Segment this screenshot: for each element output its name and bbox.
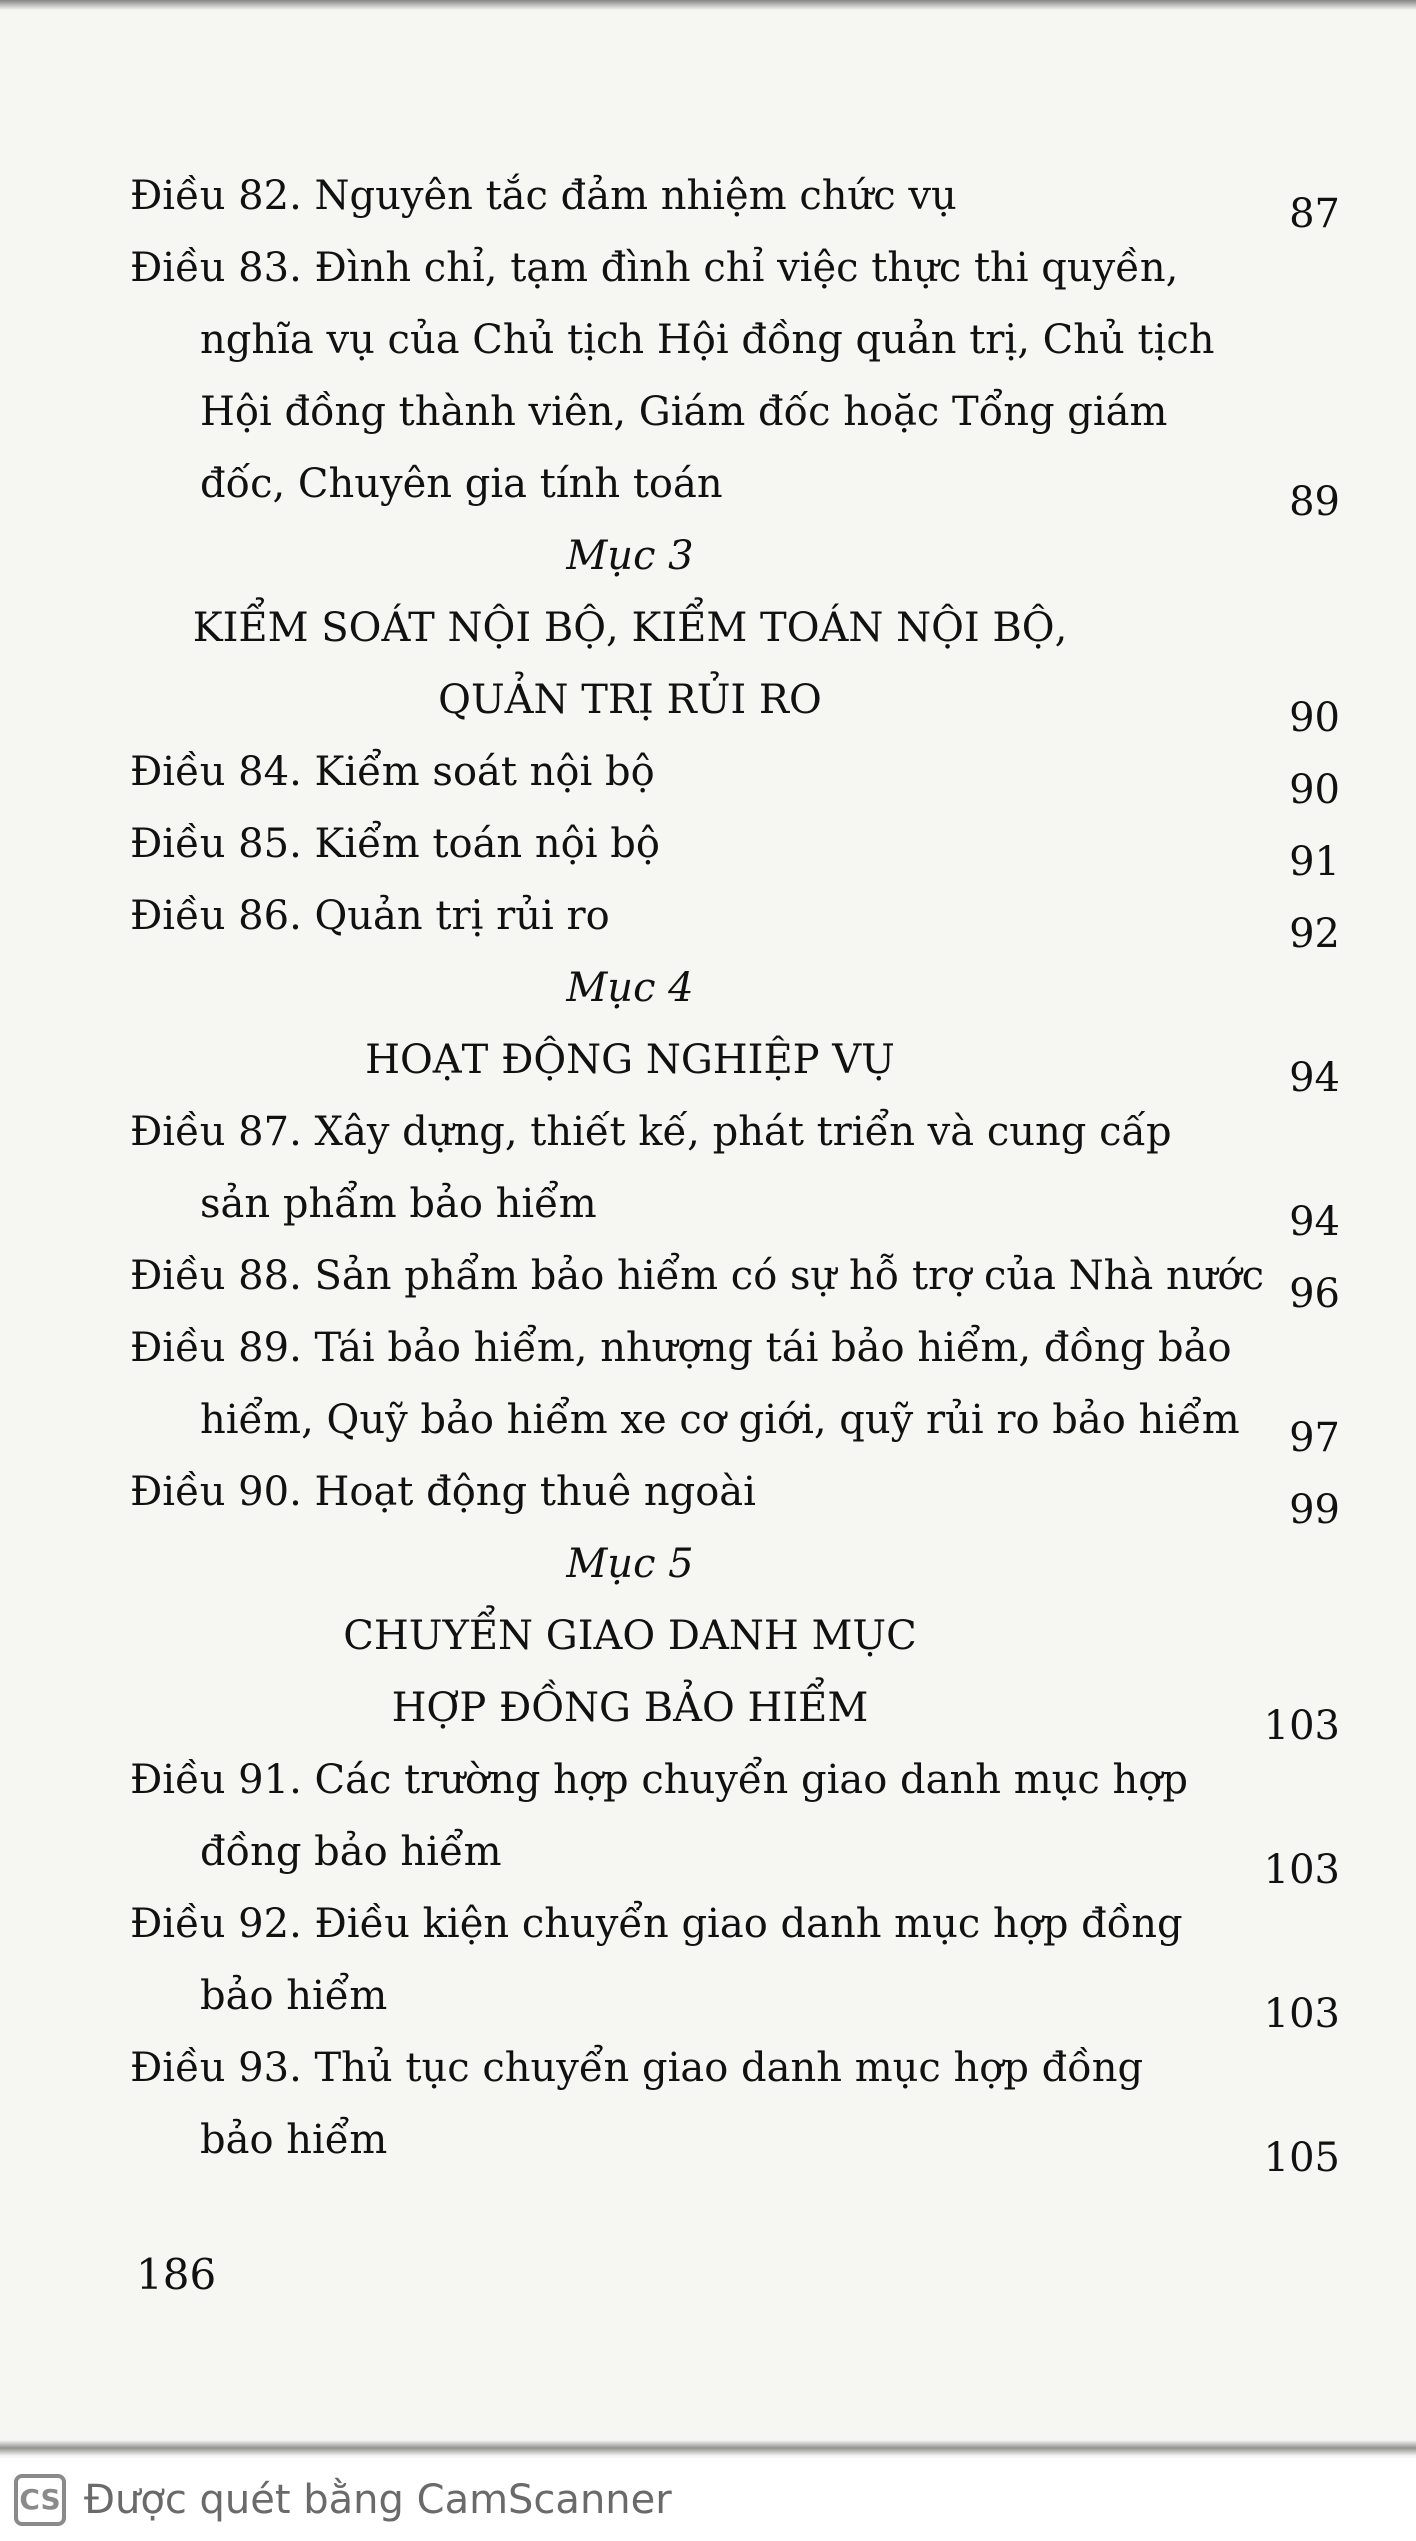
section-title-4	[130, 1024, 1340, 1101]
toc-entry-90	[130, 1456, 1340, 1533]
toc-entry-text: hiểm, Quỹ bảo hiểm xe cơ giới, quỹ rủi ro bảo hiểm	[200, 1397, 1240, 1443]
toc-entry-text: sản phẩm bảo hiểm	[200, 1181, 597, 1227]
toc-entry-page: 89	[1289, 479, 1340, 525]
toc-entry-85	[130, 808, 1340, 885]
toc-entry-page: 90	[1289, 767, 1340, 813]
section-title-5: CHUYỂN GIAO DANH MỤC	[343, 1613, 917, 1659]
toc-entry-84	[130, 736, 1340, 813]
toc-entry-text: Điều 86. Quản trị rủi ro	[130, 893, 610, 939]
toc-entry-page: 97	[1289, 1415, 1340, 1461]
toc-entry-92-cont	[130, 1960, 1340, 2037]
section-title-5-cont	[130, 1672, 1340, 1749]
toc-entry-text: Điều 85. Kiểm toán nội bộ	[130, 821, 660, 867]
toc-entry-text: Điều 89. Tái bảo hiểm, nhượng tái bảo hiểm, đồng bảo	[130, 1325, 1232, 1371]
page-top-shadow	[0, 0, 1416, 10]
toc-entry-text: Điều 84. Kiểm soát nội bộ	[130, 749, 655, 795]
toc-entry-text: nghĩa vụ của Chủ tịch Hội đồng quản trị, Chủ tịch	[200, 317, 1215, 363]
toc-entry-page: 94	[1289, 1199, 1340, 1245]
camscanner-logo-icon: CS	[14, 2474, 66, 2526]
section-title-3: KIỂM SOÁT NỘI BỘ, KIỂM TOÁN NỘI BỘ,	[192, 605, 1068, 651]
section-page: 94	[1289, 1055, 1340, 1101]
section-title-text: HỢP ĐỒNG BẢO HIỂM	[391, 1685, 869, 1731]
toc-entry-text: Điều 87. Xây dựng, thiết kế, phát triển và cung cấp	[130, 1109, 1172, 1155]
toc-entry-93	[130, 2032, 1340, 2104]
toc-entry-text: Điều 93. Thủ tục chuyển giao danh mục hợp đồng	[130, 2045, 1144, 2091]
toc-entry-page: 87	[1289, 191, 1340, 237]
toc-entry-93-cont	[130, 2104, 1340, 2181]
toc-entry-92	[130, 1888, 1340, 1960]
table-of-contents	[130, 160, 1340, 2181]
toc-entry-83-cont	[130, 304, 1340, 376]
toc-entry-text: bảo hiểm	[200, 1973, 388, 2019]
toc-entry-text: đồng bảo hiểm	[200, 1829, 502, 1875]
toc-entry-text: Điều 82. Nguyên tắc đảm nhiệm chức vụ	[130, 173, 957, 219]
toc-entry-89	[130, 1312, 1340, 1384]
section-page: 103	[1263, 1703, 1340, 1749]
section-title-text: QUẢN TRỊ RỦI RO	[438, 677, 822, 723]
toc-entry-page: 96	[1289, 1271, 1340, 1317]
section-title-text: HOẠT ĐỘNG NGHIỆP VỤ	[365, 1037, 895, 1083]
section-label-3: Mục 3	[566, 533, 694, 579]
toc-entry-text: Điều 83. Đình chỉ, tạm đình chỉ việc thực thi quyền,	[130, 245, 1179, 291]
toc-entry-text: Hội đồng thành viên, Giám đốc hoặc Tổng giám	[200, 389, 1168, 435]
toc-entry-88	[130, 1240, 1340, 1317]
toc-entry-text: Điều 88. Sản phẩm bảo hiểm có sự hỗ trợ của Nhà nước	[130, 1253, 1265, 1299]
toc-entry-83-cont	[130, 376, 1340, 448]
toc-entry-page: 105	[1263, 2135, 1340, 2181]
toc-entry-page: 103	[1263, 1991, 1340, 2037]
toc-entry-83	[130, 232, 1340, 304]
toc-entry-page: 103	[1263, 1847, 1340, 1893]
toc-entry-text: bảo hiểm	[200, 2117, 388, 2163]
toc-entry-86	[130, 880, 1340, 957]
toc-entry-text: Điều 90. Hoạt động thuê ngoài	[130, 1469, 756, 1515]
toc-entry-text: Điều 91. Các trường hợp chuyển giao danh mục hợp	[130, 1757, 1188, 1803]
toc-entry-text: Điều 92. Điều kiện chuyển giao danh mục hợp đồng	[130, 1901, 1183, 1947]
toc-entry-91	[130, 1744, 1340, 1816]
toc-entry-page: 92	[1289, 911, 1340, 957]
toc-entry-87-cont	[130, 1168, 1340, 1245]
page-number: 186	[136, 2250, 217, 2299]
camscanner-watermark	[0, 2458, 1416, 2541]
section-label-4: Mục 4	[566, 965, 694, 1011]
toc-entry-text: đốc, Chuyên gia tính toán	[200, 461, 723, 507]
toc-entry-83-cont	[130, 448, 1340, 525]
section-title-3-cont	[130, 664, 1340, 741]
section-label-5: Mục 5	[566, 1541, 694, 1587]
toc-entry-82	[130, 160, 1340, 237]
page-bottom-shadow	[0, 2440, 1416, 2456]
section-page: 90	[1289, 695, 1340, 741]
toc-entry-page: 99	[1289, 1487, 1340, 1533]
toc-entry-page: 91	[1289, 839, 1340, 885]
watermark-text: Được quét bằng CamScanner	[84, 2476, 672, 2523]
toc-entry-91-cont	[130, 1816, 1340, 1893]
toc-entry-87	[130, 1096, 1340, 1168]
toc-entry-89-cont	[130, 1384, 1340, 1461]
